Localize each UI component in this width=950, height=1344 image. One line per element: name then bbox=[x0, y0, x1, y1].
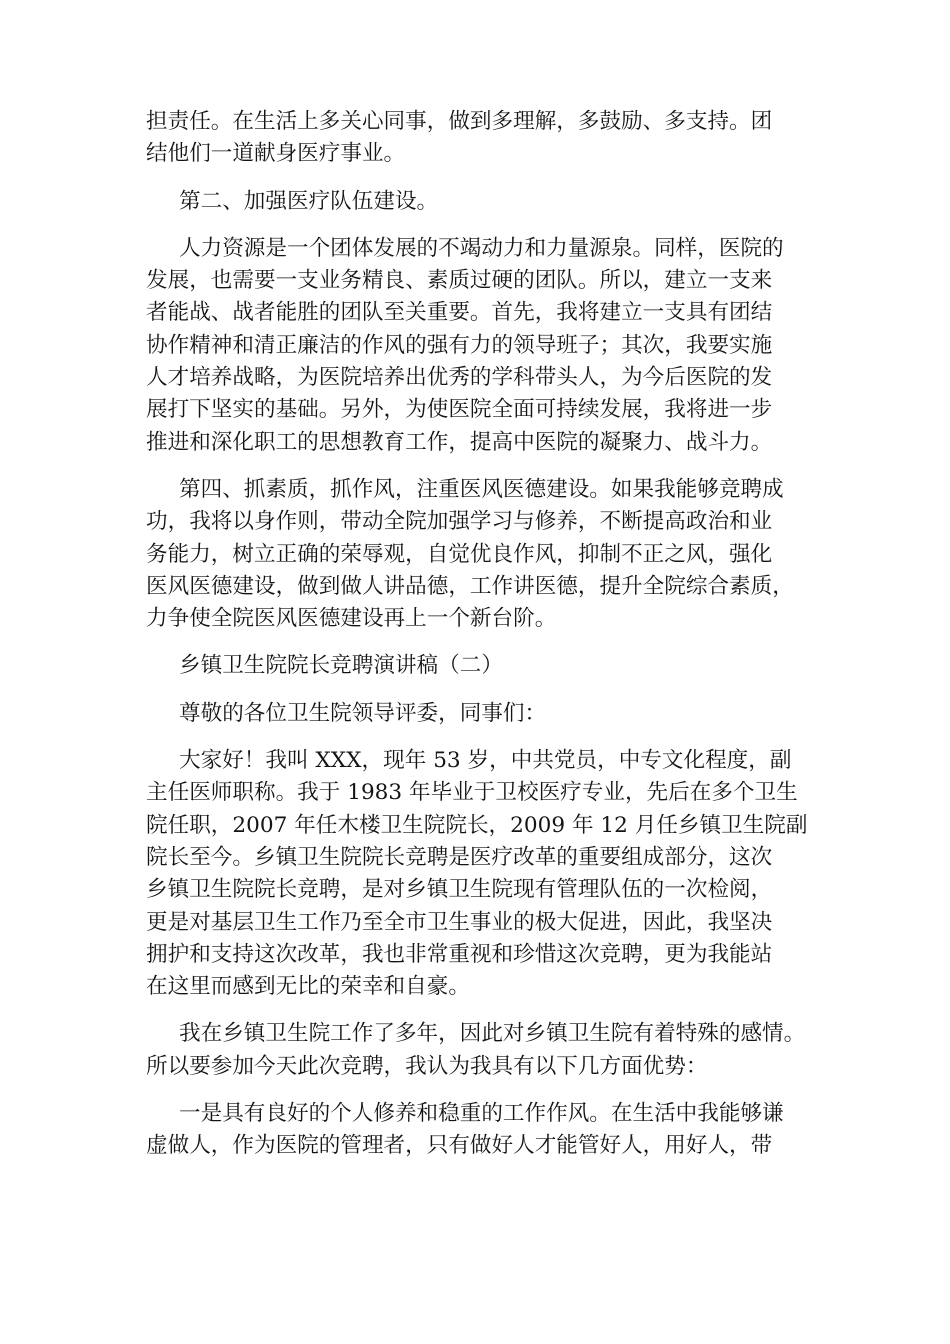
document-title bbox=[146, 650, 826, 682]
paragraph bbox=[146, 1018, 826, 1083]
paragraph bbox=[146, 233, 826, 459]
text-line: 更是对基层卫生工作乃至全市卫生事业的极大促进，因此，我坚决 bbox=[146, 909, 773, 935]
text-line: 在这里而感到无比的荣幸和自豪。 bbox=[146, 974, 470, 1000]
text-line: 拥护和支持这次改革，我也非常重视和珍惜这次竞聘，更为我能站 bbox=[146, 941, 773, 967]
text-line: 者能战、战者能胜的团队至关重要。首先，我将建立一支具有团结 bbox=[146, 300, 773, 326]
text-line: 力争使全院医风医德建设再上一个新台阶。 bbox=[146, 606, 557, 632]
text-line: 主任医师职称。我于 1983 年毕业于卫校医疗专业，先后在多个卫生 bbox=[146, 780, 798, 806]
text-line: 人才培养战略，为医院培养出优秀的学科带头人，为今后医院的发 bbox=[146, 365, 773, 391]
text-line: 院任职，2007 年任木楼卫生院院长，2009 年 12 月任乡镇卫生院副 bbox=[146, 812, 808, 838]
text-line: 发展，也需要一支业务精良、素质过硬的团队。所以，建立一支来 bbox=[146, 268, 773, 294]
paragraph bbox=[146, 106, 826, 171]
text-line: 尊敬的各位卫生院领导评委，同事们： bbox=[179, 700, 547, 726]
section-heading bbox=[146, 186, 826, 218]
document-page bbox=[146, 106, 826, 1178]
text-line: 推进和深化职工的思想教育工作，提高中医院的凝聚力、战斗力。 bbox=[146, 429, 773, 455]
text-line: 功，我将以身作则，带动全院加强学习与修养，不断提高政治和业 bbox=[146, 509, 773, 535]
text-line: 务能力，树立正确的荣辱观，自觉优良作风，抑制不正之风，强化 bbox=[146, 541, 773, 567]
text-line: 乡镇卫生院院长竞聘演讲稿（二） bbox=[179, 653, 503, 679]
text-line: 展打下坚实的基础。另外，为使医院全面可持续发展，我将进一步 bbox=[146, 397, 773, 423]
text-line: 人力资源是一个团体发展的不竭动力和力量源泉。同样，医院的 bbox=[179, 235, 784, 261]
paragraph bbox=[146, 745, 826, 1003]
text-line: 乡镇卫生院院长竞聘，是对乡镇卫生院现有管理队伍的一次检阅， bbox=[146, 877, 773, 903]
text-line: 虚做人，作为医院的管理者，只有做好人才能管好人，用好人，带 bbox=[146, 1133, 773, 1159]
text-line: 医风医德建设，做到做人讲品德，工作讲医德，提升全院综合素质， bbox=[146, 573, 794, 599]
paragraph bbox=[146, 1098, 826, 1163]
text-line: 协作精神和清正廉洁的作风的强有力的领导班子；其次，我要实施 bbox=[146, 332, 773, 358]
paragraph bbox=[146, 474, 826, 635]
salutation bbox=[146, 698, 826, 730]
text-line: 大家好！我叫 XXX，现年 53 岁，中共党员，中专文化程度，副 bbox=[179, 748, 792, 774]
text-line: 院长至今。乡镇卫生院院长竞聘是医疗改革的重要组成部分，这次 bbox=[146, 844, 773, 870]
text-line: 所以要参加今天此次竞聘，我认为我具有以下几方面优势： bbox=[146, 1053, 708, 1079]
text-line: 一是具有良好的个人修养和稳重的工作作风。在生活中我能够谦 bbox=[179, 1101, 784, 1127]
text-line: 第四、抓素质，抓作风，注重医风医德建设。如果我能够竞聘成 bbox=[179, 476, 784, 502]
text-line: 担责任。在生活上多关心同事，做到多理解，多鼓励、多支持。团 bbox=[146, 109, 773, 134]
text-line: 第二、加强医疗队伍建设。 bbox=[179, 188, 439, 214]
text-line: 我在乡镇卫生院工作了多年，因此对乡镇卫生院有着特殊的感情。 bbox=[179, 1021, 806, 1047]
text-line: 结他们一道献身医疗事业。 bbox=[146, 141, 406, 167]
